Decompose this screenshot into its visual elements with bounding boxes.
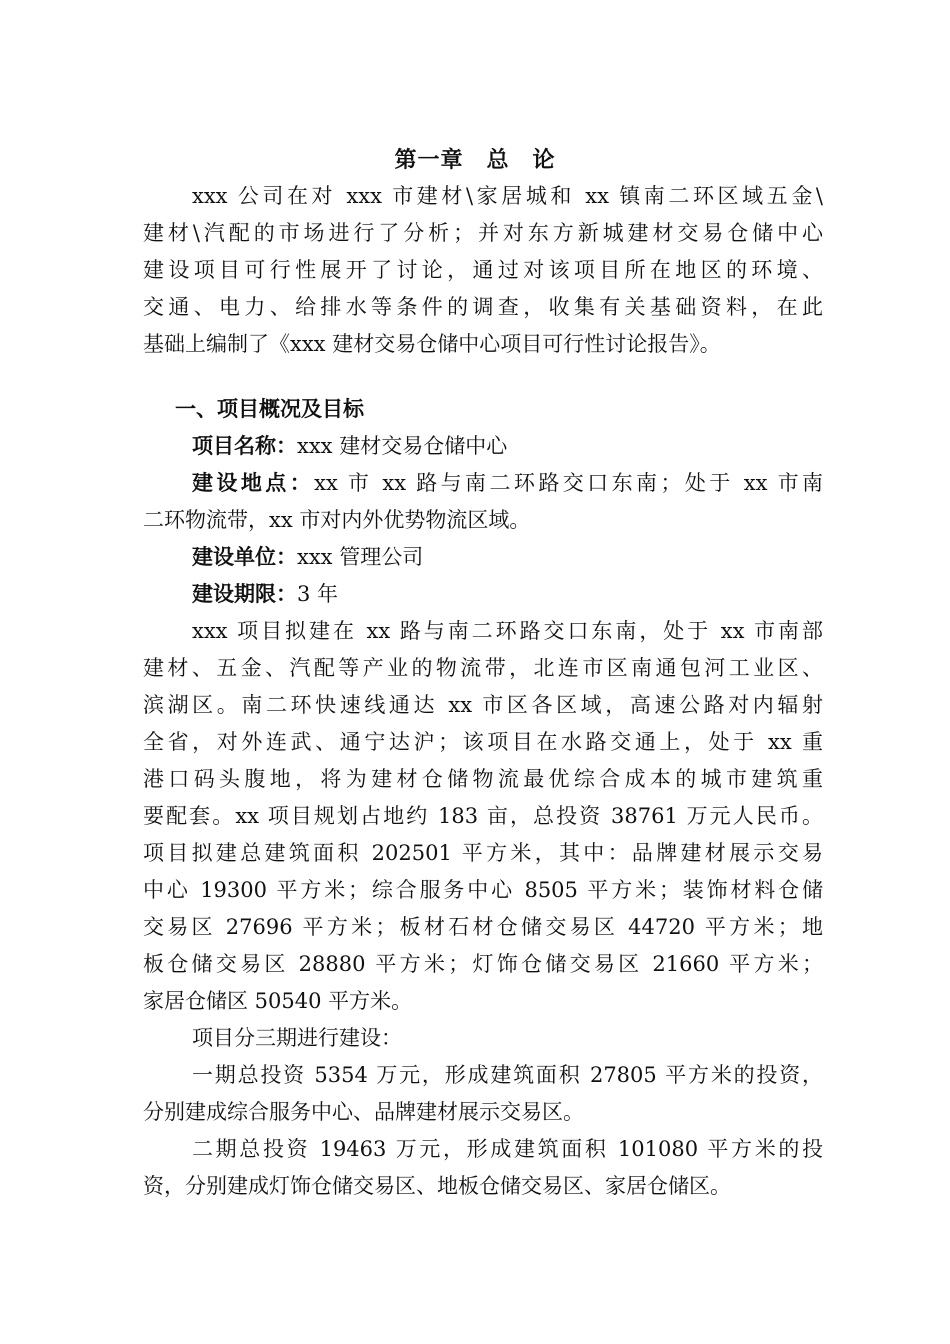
project-term-row [192, 576, 823, 612]
project-site-label: 建设地点： [192, 470, 315, 495]
phase1-line-2: 分别建成综合服务中心、品牌建材展示交易区。 [143, 1100, 584, 1124]
project-site-value: xx 市 xx 路与南二环路交口东南；处于 xx 市南 [314, 471, 823, 495]
intro-line-2: 建材\汽配的市场进行了分析；并对东方新城建材交易仓储中心 [143, 221, 823, 245]
intro-line-4: 交通、电力、给排水等条件的调查，收集有关基础资料，在此 [143, 295, 823, 319]
section-heading: 一、项目概况及目标 [175, 396, 364, 421]
body-line-6: 要配套。xx 项目规划占地约 183 亩，总投资 38761 万元人民币。 [143, 804, 823, 828]
body-line-5: 港口码头腹地，将为建材仓储物流最优综合成本的城市建筑重 [143, 767, 823, 791]
project-term-value: 3 年 [297, 582, 339, 606]
body-line-1: xxx 项目拟建在 xx 路与南二环路交口东南，处于 xx 市南部 [192, 619, 823, 643]
project-site-row-2: 二环物流带，xx 市对内外优势物流区域。 [143, 508, 531, 532]
project-unit-row [192, 539, 823, 575]
project-unit-value: xxx 管理公司 [297, 545, 424, 569]
phases-intro: 项目分三期进行建设： [192, 1026, 402, 1050]
body-line-10: 板仓储交易区 28880 平方米；灯饰仓储交易区 21660 平方米； [143, 952, 823, 976]
project-site-row [192, 465, 823, 501]
body-line-9: 交易区 27696 平方米；板材石材仓储交易区 44720 平方米；地 [143, 915, 823, 939]
body-line-11: 家居仓储区 50540 平方米。 [143, 989, 413, 1013]
body-line-4: 全省，对外连武、通宁达沪；该项目在水路交通上，处于 xx 重 [143, 730, 823, 754]
body-line-7: 项目拟建总建筑面积 202501 平方米，其中：品牌建材展示交易 [143, 841, 823, 865]
chapter-heading: 第一章 总 论 [394, 147, 556, 173]
project-term-label: 建设期限： [192, 581, 297, 606]
intro-line-1: xxx 公司在对 xxx 市建材\家居城和 xx 镇南二环区域五金\ [192, 184, 823, 208]
body-line-2: 建材、五金、汽配等产业的物流带，北连市区南通包河工业区、 [143, 656, 823, 680]
phase2-line-1: 二期总投资 19463 万元，形成建筑面积 101080 平方米的投 [192, 1137, 823, 1161]
project-unit-label: 建设单位： [192, 544, 297, 569]
intro-line-3: 建设项目可行性展开了讨论，通过对该项目所在地区的环境、 [143, 258, 823, 282]
project-name-value: xxx 建材交易仓储中心 [297, 434, 508, 458]
project-name-row [192, 428, 823, 464]
project-name-label: 项目名称： [192, 433, 297, 458]
phase1-line-1: 一期总投资 5354 万元，形成建筑面积 27805 平方米的投资， [192, 1063, 823, 1087]
intro-line-5: 基础上编制了《xxx 建材交易仓储中心项目可行性讨论报告》。 [143, 332, 721, 356]
body-line-8: 中心 19300 平方米；综合服务中心 8505 平方米；装饰材料仓储 [143, 878, 823, 902]
body-line-3: 滨湖区。南二环快速线通达 xx 市区各区域，高速公路对内辐射 [143, 693, 823, 717]
phase2-line-2: 资，分别建成灯饰仓储交易区、地板仓储交易区、家居仓储区。 [143, 1174, 731, 1198]
